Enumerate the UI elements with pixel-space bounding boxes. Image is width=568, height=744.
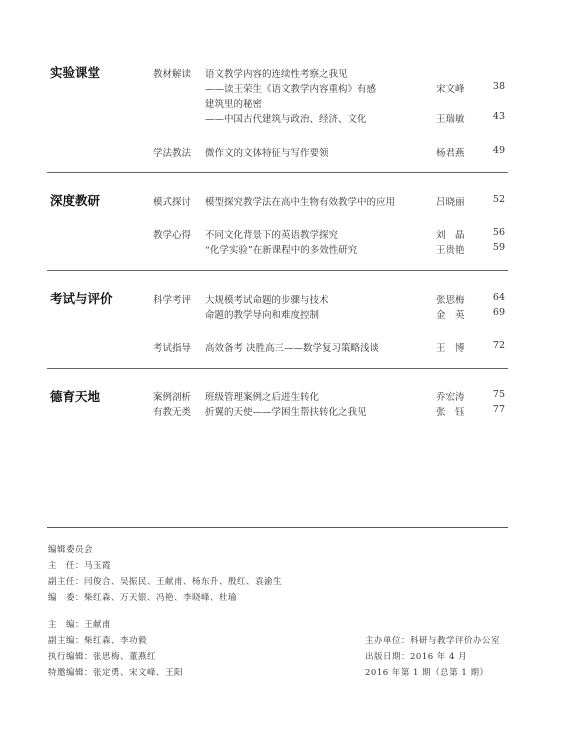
- issue-number: 2016 年第 1 期（总第 1 期）: [365, 668, 489, 678]
- committee-title: 编辑委员会: [48, 545, 94, 555]
- section-divider: [47, 172, 508, 173]
- section-divider: [47, 368, 508, 369]
- page-number: 43: [492, 111, 505, 122]
- column-label: 科学考评: [153, 295, 192, 306]
- sponsor: 主办单位：科研与教学评价办公室: [365, 636, 501, 646]
- chief-editor: 主 编：王献甫: [48, 620, 112, 630]
- page-number: 72: [492, 340, 505, 351]
- article-subtitle[interactable]: ——读王荣生《语文教学内容重构》有感: [205, 84, 377, 95]
- executive-editors: 执行编辑：张思梅、董燕红: [48, 652, 157, 662]
- deputy-editors: 副主编：柴红森、李功毅: [48, 636, 148, 646]
- masthead-divider: [47, 527, 508, 528]
- invited-editors: 特邀编辑：张定勇、宋文峰、王阳: [48, 668, 184, 678]
- section-divider: [47, 270, 508, 271]
- article-title[interactable]: 语文教学内容的连续性考察之我见: [205, 69, 348, 80]
- page-number: 38: [492, 81, 505, 92]
- article-author: 杨君燕: [436, 148, 465, 159]
- article-title[interactable]: 微作文的文体特征与写作要领: [205, 148, 329, 159]
- page-number: 52: [492, 194, 505, 205]
- committee-vice-directors: 副主任：闫俊合、吴振民、王献甫、杨东升、殷红、袁渝生: [48, 577, 283, 587]
- article-title[interactable]: “化学实验”在新课程中的多效性研究: [205, 245, 358, 256]
- page-number: 59: [492, 242, 505, 253]
- article-title[interactable]: 模型探究教学法在高中生物有效教学中的应用: [205, 197, 396, 208]
- committee-director: 主 任：马玉霞: [48, 561, 112, 571]
- section-title: 深度教研: [50, 193, 101, 208]
- article-author: 王瑞敏: [436, 114, 465, 125]
- article-title[interactable]: 不同文化背景下的英语教学探究: [205, 230, 339, 241]
- article-author: 乔宏涛: [436, 392, 465, 403]
- article-author: 宋文峰: [436, 84, 465, 95]
- article-title[interactable]: 大规模考试命题的步骤与技术: [205, 295, 329, 306]
- article-author: 王 博: [436, 343, 465, 354]
- article-author: 吕晓丽: [436, 197, 465, 208]
- committee-members: 编 委：柴红森、万天银、冯艳、李晓峰、杜瑜: [48, 593, 238, 603]
- article-title[interactable]: 班级管理案例之后进生转化: [205, 392, 320, 403]
- article-author: 张 钰: [436, 407, 465, 418]
- column-label: 教材解读: [153, 69, 192, 80]
- page-number: 75: [492, 389, 505, 400]
- column-label: 考试指导: [153, 343, 192, 354]
- column-label: 教学心得: [153, 230, 192, 241]
- page-number: 77: [492, 404, 505, 415]
- article-author: 王贵艳: [436, 245, 465, 256]
- page-number: 69: [492, 307, 505, 318]
- article-author: 金 英: [436, 310, 465, 321]
- column-label: 学法教法: [153, 148, 192, 159]
- article-title[interactable]: 建筑里的秘密: [205, 99, 263, 110]
- column-label: 有教无类: [153, 407, 192, 418]
- section-title: 实验课堂: [50, 65, 101, 80]
- page-number: 49: [492, 145, 505, 156]
- column-label: 模式探讨: [153, 197, 192, 208]
- article-subtitle[interactable]: ——中国古代建筑与政治、经济、文化: [205, 114, 367, 125]
- page-number: 64: [492, 292, 505, 303]
- article-title[interactable]: 高效备考 决胜高三——数学复习策略浅谈: [205, 343, 380, 354]
- section-title: 考试与评价: [50, 291, 113, 306]
- publication-date: 出版日期：2016 年 4 月: [365, 652, 468, 662]
- column-label: 案例剖析: [153, 392, 192, 403]
- article-author: 刘 晶: [436, 230, 465, 241]
- article-title[interactable]: 折翼的天使——学困生帮扶转化之我见: [205, 407, 367, 418]
- page-number: 56: [492, 227, 505, 238]
- section-title: 德育天地: [50, 389, 101, 404]
- article-author: 张思梅: [436, 295, 465, 306]
- article-title[interactable]: 命题的教学导向和难度控制: [205, 310, 320, 321]
